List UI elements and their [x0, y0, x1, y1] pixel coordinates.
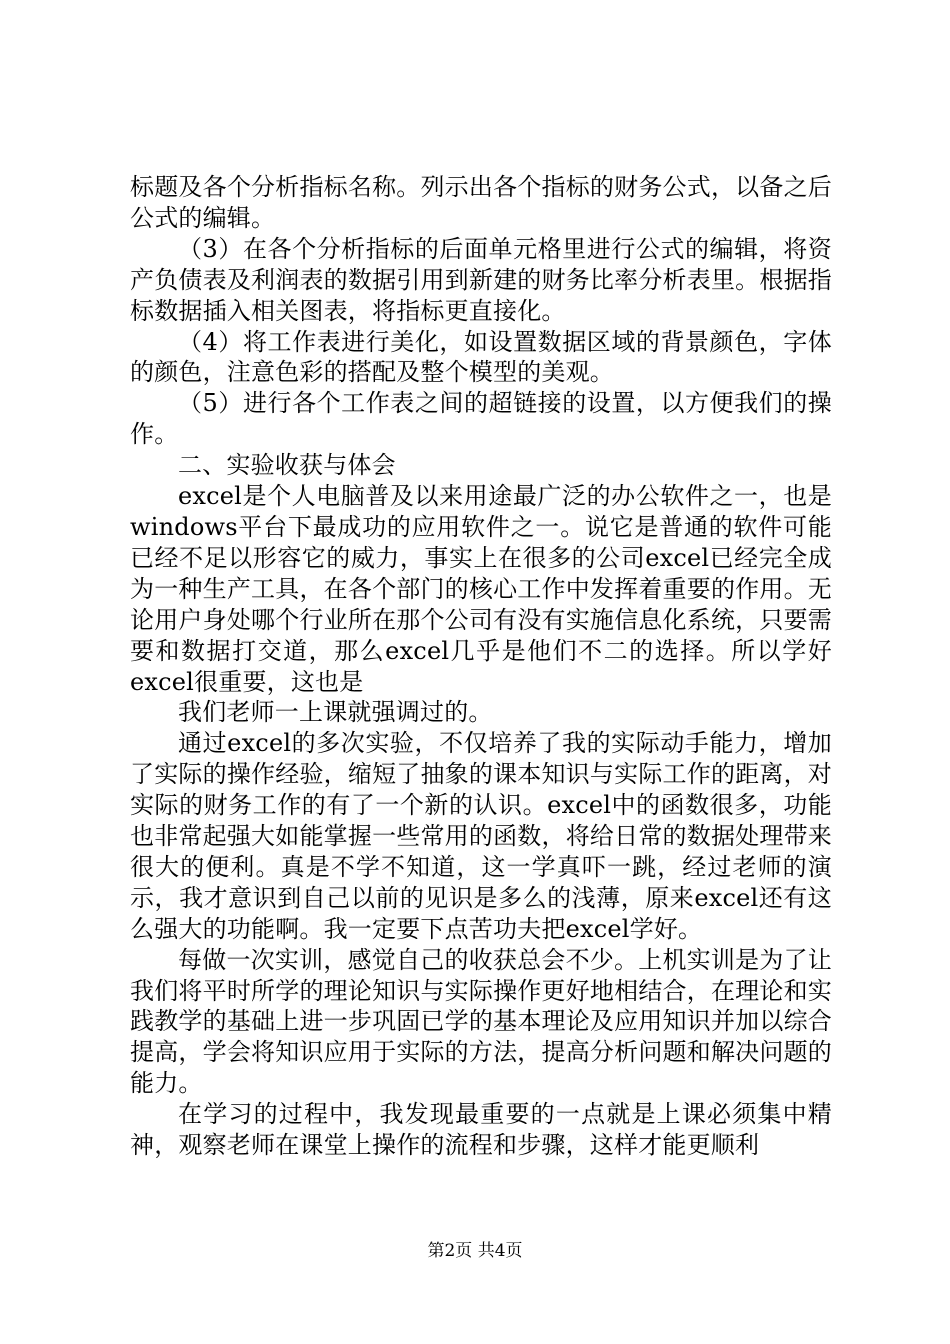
paragraph-step-5: （5）进行各个工作表之间的超链接的设置，以方便我们的操作。 — [130, 389, 832, 449]
paragraph-learning-process: 在学习的过程中，我发现最重要的一点就是上课必须集中精神，观察老师在课堂上操作的流程和步骤，这样才能更顺利 — [130, 1100, 832, 1160]
paragraph-step-4: （4）将工作表进行美化，如设置数据区域的背景颜色，字体的颜色，注意色彩的搭配及整个模型的美观。 — [130, 327, 832, 387]
paragraph-continuation: 标题及各个分析指标名称。列示出各个指标的财务公式，以备之后公式的编辑。 — [130, 173, 832, 232]
paragraph-training-gains: 每做一次实训，感觉自己的收获总会不少。上机实训是为了让我们将平时所学的理论知识与实际操作更好地相结合，在理论和实践教学的基础上进一步巩固已学的基本理论及应用知识并加以综合提高，学会将知识应用于实际的方法，提高分析问题和解决问题的能力。 — [130, 945, 832, 1098]
paragraph-teacher-emphasis: 我们老师一上课就强调过的。 — [178, 698, 493, 727]
document-body — [130, 172, 832, 1161]
paragraph-experiment-gains: 通过excel的多次实验，不仅培养了我的实际动手能力，增加了实际的操作经验，缩短了抽象的课本知识与实际工作的距离，对实际的财务工作的有了一个新的认识。excel中的函数很多，功能也非常起强大如能掌握一些常用的函数，将给日常的数据处理带来很大的便利。真是不学不知道，这一学真吓一跳，经过老师的演示，我才意识到自己以前的见识是多么的浅薄，原来excel还有这么强大的功能啊。我一定要下点苦功夫把excel学好。 — [130, 729, 832, 943]
section-heading: 二、实验收获与体会 — [178, 451, 396, 480]
page-number-footer: 第2页 共4页 — [427, 1241, 523, 1261]
paragraph-step-3: （3）在各个分析指标的后面单元格里进行公式的编辑，将资产负债表及利润表的数据引用到新建的财务比率分析表里。根据指标数据插入相关图表，将指标更直接化。 — [130, 234, 832, 325]
paragraph-excel-intro: excel是个人电脑普及以来用途最广泛的办公软件之一，也是windows平台下最成功的应用软件之一。说它是普通的软件可能已经不足以形容它的威力，事实上在很多的公司excel已经完全成为一种生产工具，在各个部门的核心工作中发挥着重要的作用。无论用户身处哪个行业所在那个公司有没有实施信息化系统，只要需要和数据打交道，那么excel几乎是他们不二的选择。所以学好excel很重要，这也是 — [130, 482, 832, 696]
